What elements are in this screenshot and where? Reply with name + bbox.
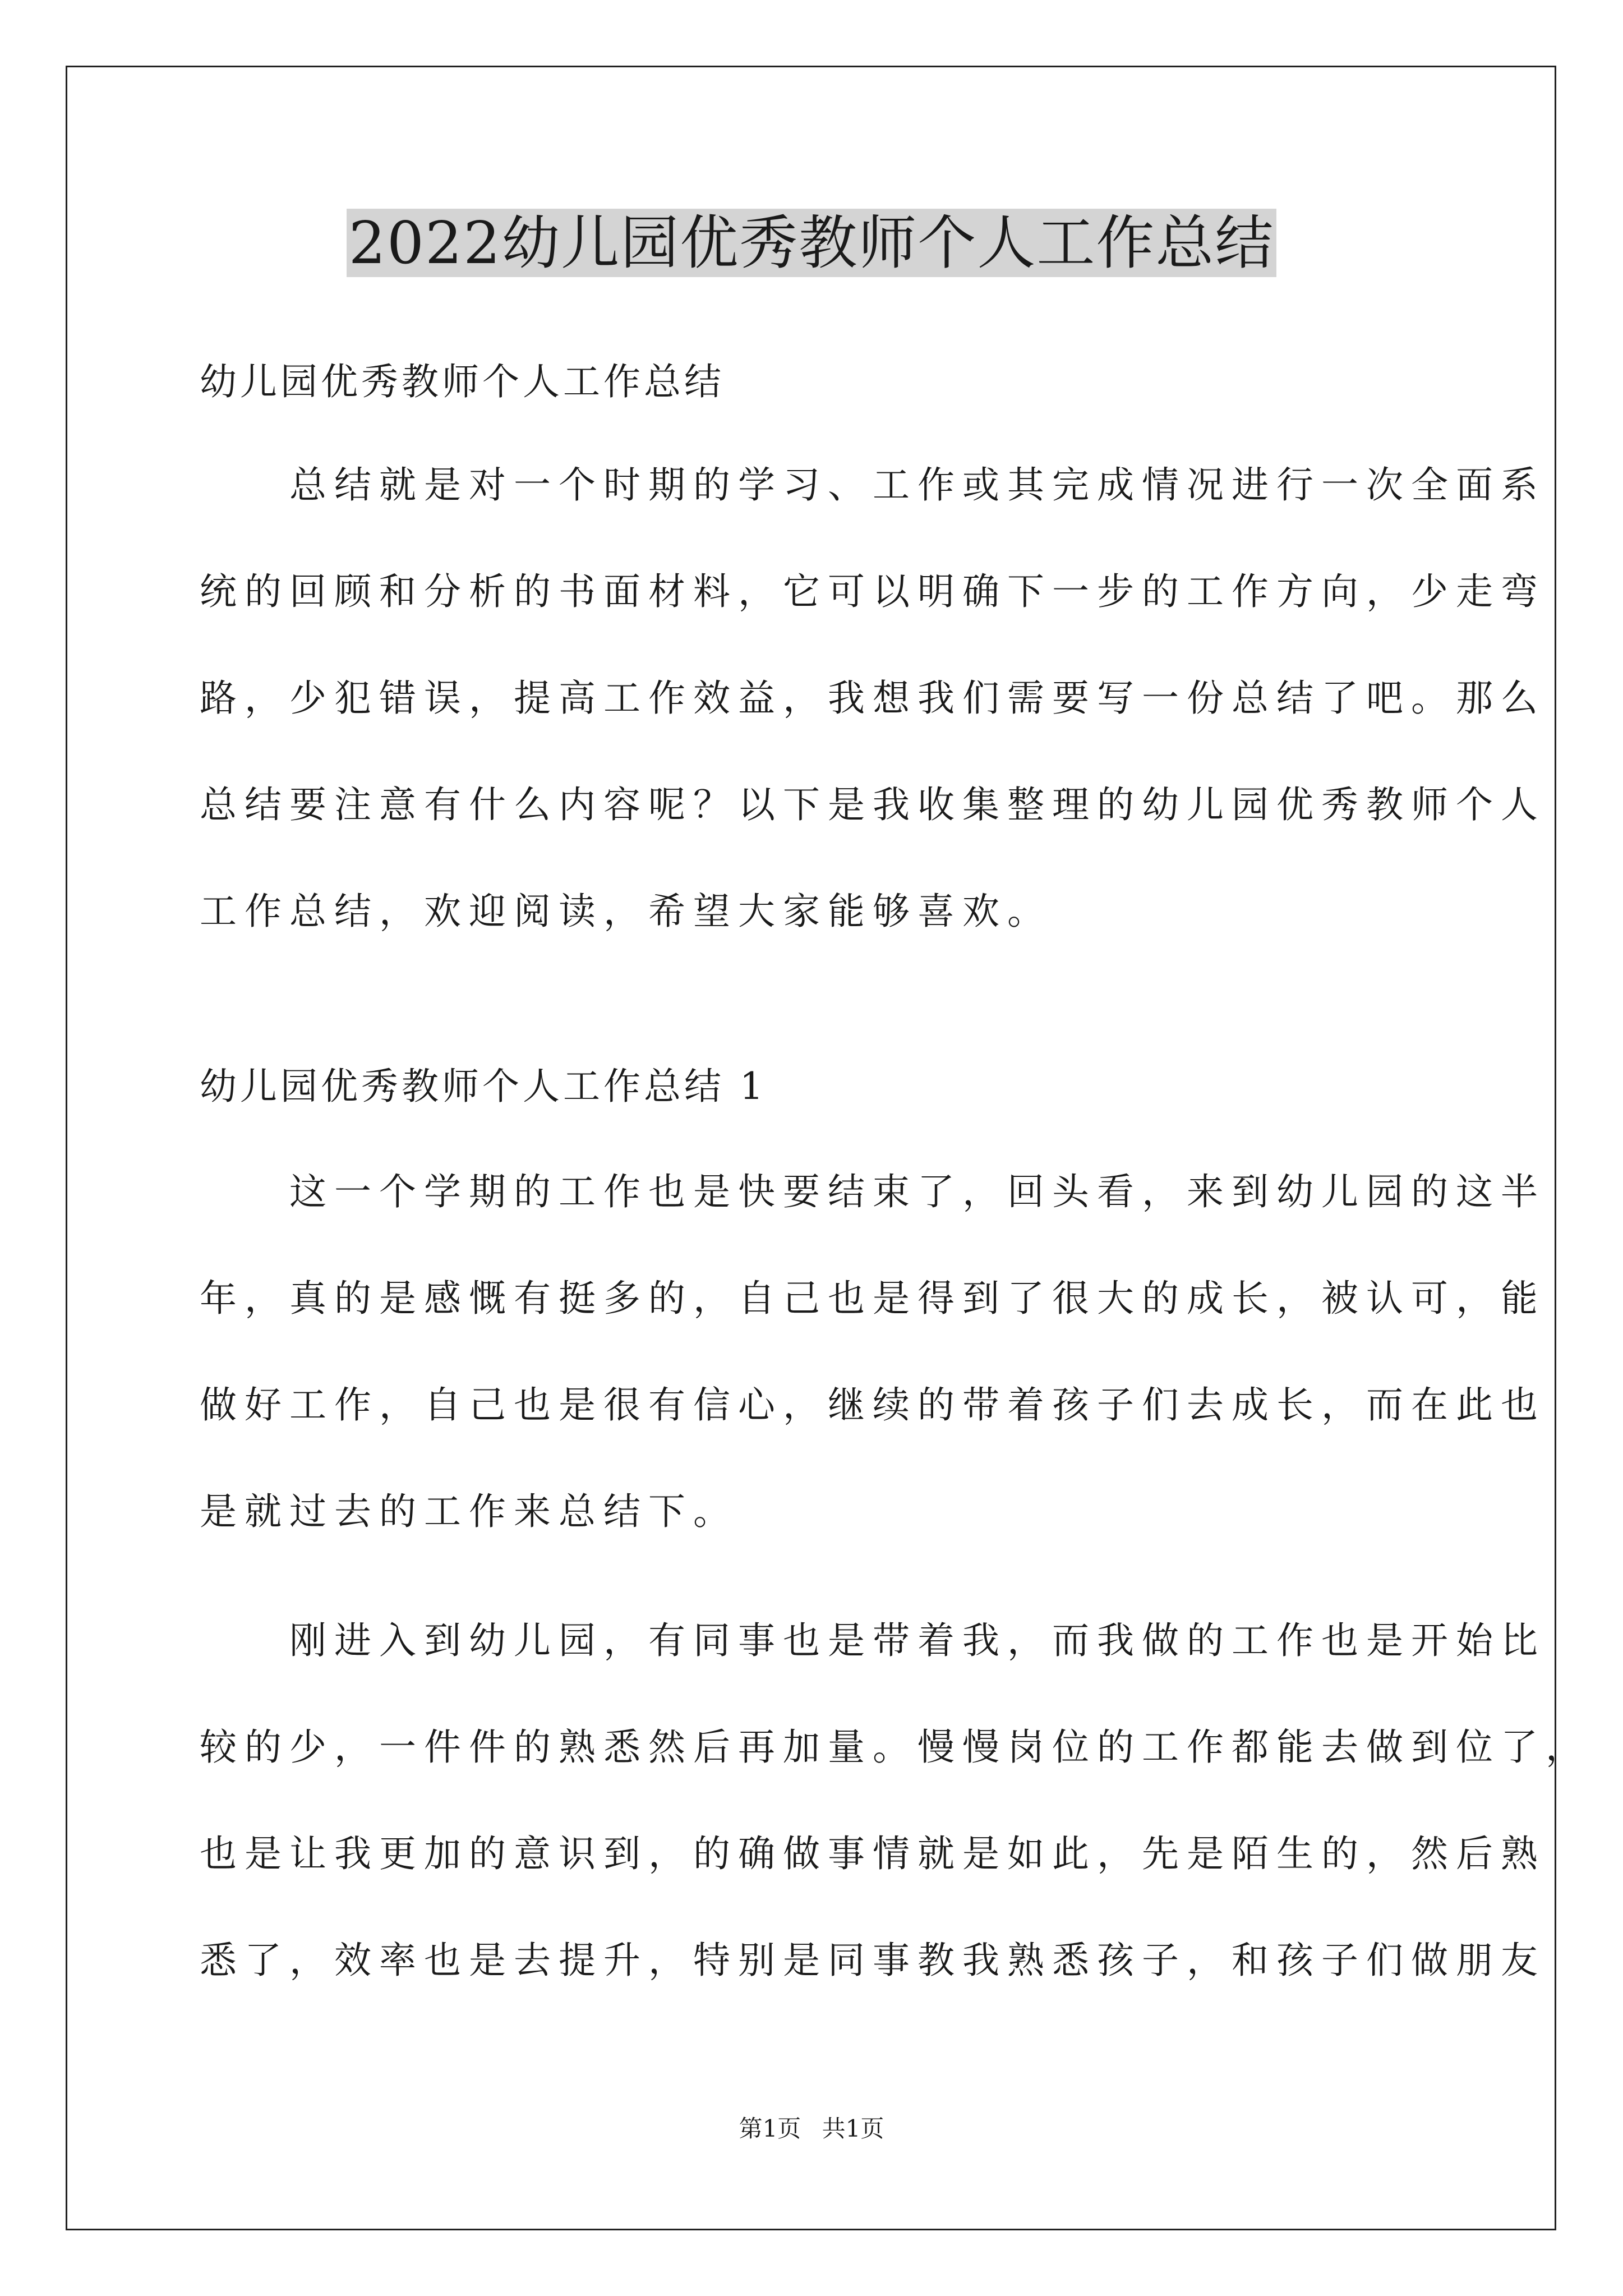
document-subtitle: 幼儿园优秀教师个人工作总结 <box>200 360 725 403</box>
paragraph-line: 总结要注意有什么内容呢？以下是我收集整理的幼儿园优秀教师个人 <box>200 783 1546 826</box>
document-title-text: 2022幼儿园优秀教师个人工作总结 <box>347 209 1277 277</box>
paragraph-line: 做好工作，自己也是很有信心，继续的带着孩子们去成长，而在此也 <box>200 1383 1546 1427</box>
paragraph-line: 悉了，效率也是去提升，特别是同事教我熟悉孩子，和孩子们做朋友 <box>200 1939 1546 1982</box>
paragraph-line: 也是让我更加的意识到，的确做事情就是如此，先是陌生的，然后熟 <box>200 1832 1546 1875</box>
page-footer <box>0 2112 1623 2146</box>
paragraph-line: 这一个学期的工作也是快要结束了，回头看，来到幼儿园的这半 <box>200 1170 1546 1213</box>
section-paragraph-2 <box>200 1616 1590 2042</box>
paragraph-line: 统的回顾和分析的书面材料，它可以明确下一步的工作方向，少走弯 <box>200 570 1546 613</box>
paragraph-line: 是就过去的工作来总结下。 <box>200 1490 738 1533</box>
document-title <box>0 206 1623 279</box>
section-paragraph-1 <box>200 1167 1546 1593</box>
paragraph-line: 年，真的是感慨有挺多的，自己也是得到了很大的成长，被认可，能 <box>200 1277 1546 1320</box>
paragraph-line: 刚进入到幼儿园，有同事也是带着我，而我做的工作也是开始比 <box>200 1619 1546 1662</box>
paragraph-line: 总结就是对一个时期的学习、工作或其完成情况进行一次全面系 <box>200 463 1546 507</box>
section-heading: 幼儿园优秀教师个人工作总结 1 <box>200 1065 767 1108</box>
intro-paragraph <box>200 460 1546 993</box>
page-number-total: 共1页 <box>822 2115 884 2142</box>
paragraph-line: 路，少犯错误，提高工作效益，我想我们需要写一份总结了吧。那么 <box>200 677 1546 720</box>
paragraph-line: 较的少，一件件的熟悉然后再加量。慢慢岗位的工作都能去做到位了， <box>200 1726 1590 1769</box>
paragraph-line: 工作总结，欢迎阅读，希望大家能够喜欢。 <box>200 890 1052 933</box>
page-number-current: 第1页 <box>739 2115 801 2142</box>
